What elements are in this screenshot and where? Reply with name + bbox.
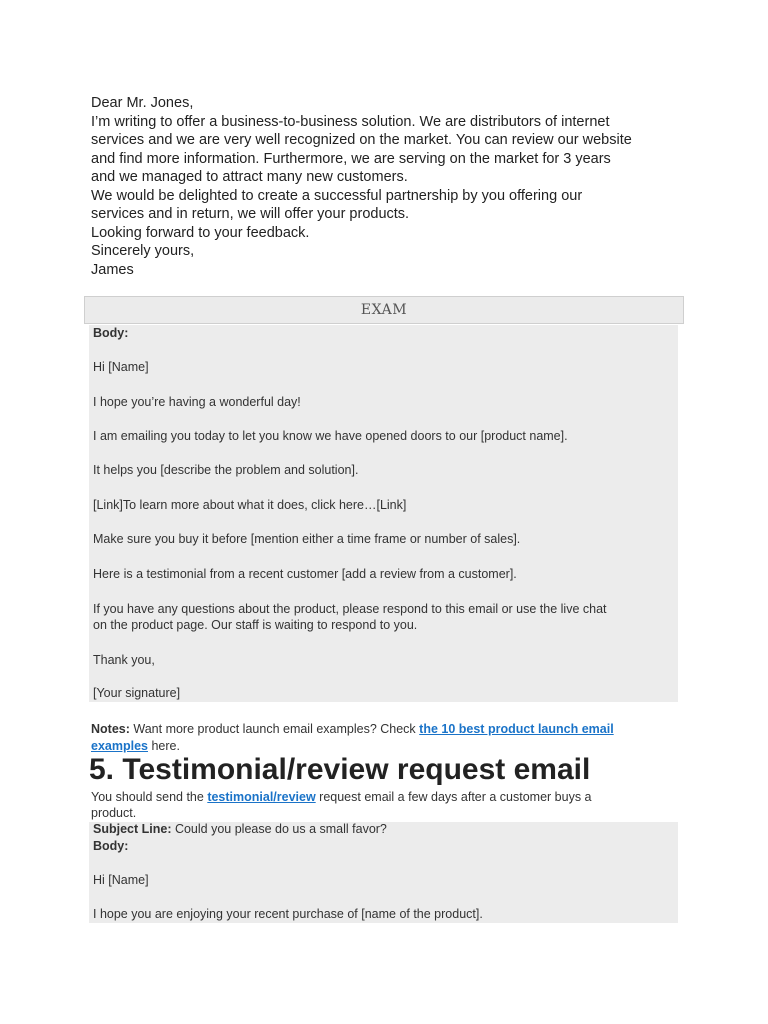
email-paragraph: I hope you are enjoying your recent purchase of [name of the product]. xyxy=(93,907,483,921)
letter-signoff-name: James xyxy=(91,261,134,278)
letter-line: Sincerely yours, xyxy=(91,243,195,259)
intro-line2: product. xyxy=(91,806,137,820)
notes-paragraph xyxy=(91,721,691,754)
email-paragraph: on the product page. Our staff is waiting to respond to you. xyxy=(93,618,418,632)
subject-line xyxy=(91,822,387,837)
email-greeting: Hi [Name] xyxy=(93,360,149,374)
email-closing: Thank you, xyxy=(93,653,155,667)
notes-text: Want more product launch email examples? Check xyxy=(129,722,420,736)
email-signature: [Your signature] xyxy=(93,686,181,700)
letter-line: Looking forward to your feedback. xyxy=(91,224,310,241)
email-paragraph: Here is a testimonial from a recent customer [add a review from a customer]. xyxy=(93,567,517,581)
notes-label: Notes: xyxy=(91,722,130,736)
email-paragraph: It helps you [describe the problem and solution]. xyxy=(93,463,359,477)
subject-label: Subject Line: xyxy=(93,822,172,836)
notes-suffix: here. xyxy=(147,738,180,753)
email-paragraph: I hope you’re having a wonderful day! xyxy=(93,395,301,409)
letter-text xyxy=(91,94,691,279)
email-greeting: Hi [Name] xyxy=(93,873,149,887)
email-paragraph: Make sure you buy it before [mention either a time frame or number of sales]. xyxy=(93,532,521,546)
subject-text: Could you please do us a small favor? xyxy=(171,822,387,836)
letter-line: and find more information. Furthermore, we are serving on the market for 3 years xyxy=(91,150,611,167)
product-launch-examples-link[interactable]: the 10 best product launch email xyxy=(419,722,614,736)
example-email-block-2 xyxy=(89,822,678,923)
letter-greeting: Dear Mr. Jones, xyxy=(91,95,194,111)
example-email-block xyxy=(89,325,678,702)
body-label: Body: xyxy=(93,326,129,340)
product-launch-examples-link-cont[interactable]: examples xyxy=(91,738,148,753)
exam-header-bar: EXAM xyxy=(84,296,684,324)
section-heading: 5. Testimonial/review request email xyxy=(89,753,591,786)
letter-line: services and in return, we will offer your products. xyxy=(91,206,410,222)
letter-line: I’m writing to offer a business-to-business solution. We are distributors of internet xyxy=(91,113,610,130)
email-paragraph: If you have any questions about the product, please respond to this email or use the live chat xyxy=(93,602,607,616)
email-paragraph: I am emailing you today to let you know we have opened doors to our [product name]. xyxy=(93,429,568,443)
section-intro xyxy=(91,789,676,821)
letter-line: We would be delighted to create a successful partnership by you offering our xyxy=(91,187,583,204)
intro-suffix: request email a few days after a customer buys a xyxy=(315,790,592,804)
body-label: Body: xyxy=(93,839,129,853)
email-paragraph: [Link]To learn more about what it does, click here…[Link] xyxy=(93,498,407,512)
letter-line: services and we are very well recognized on the market. You can review our website xyxy=(91,132,632,148)
intro-prefix: You should send the xyxy=(91,790,208,804)
letter-line: and we managed to attract many new customers. xyxy=(91,169,408,185)
testimonial-review-link[interactable]: testimonial/review xyxy=(207,790,316,804)
